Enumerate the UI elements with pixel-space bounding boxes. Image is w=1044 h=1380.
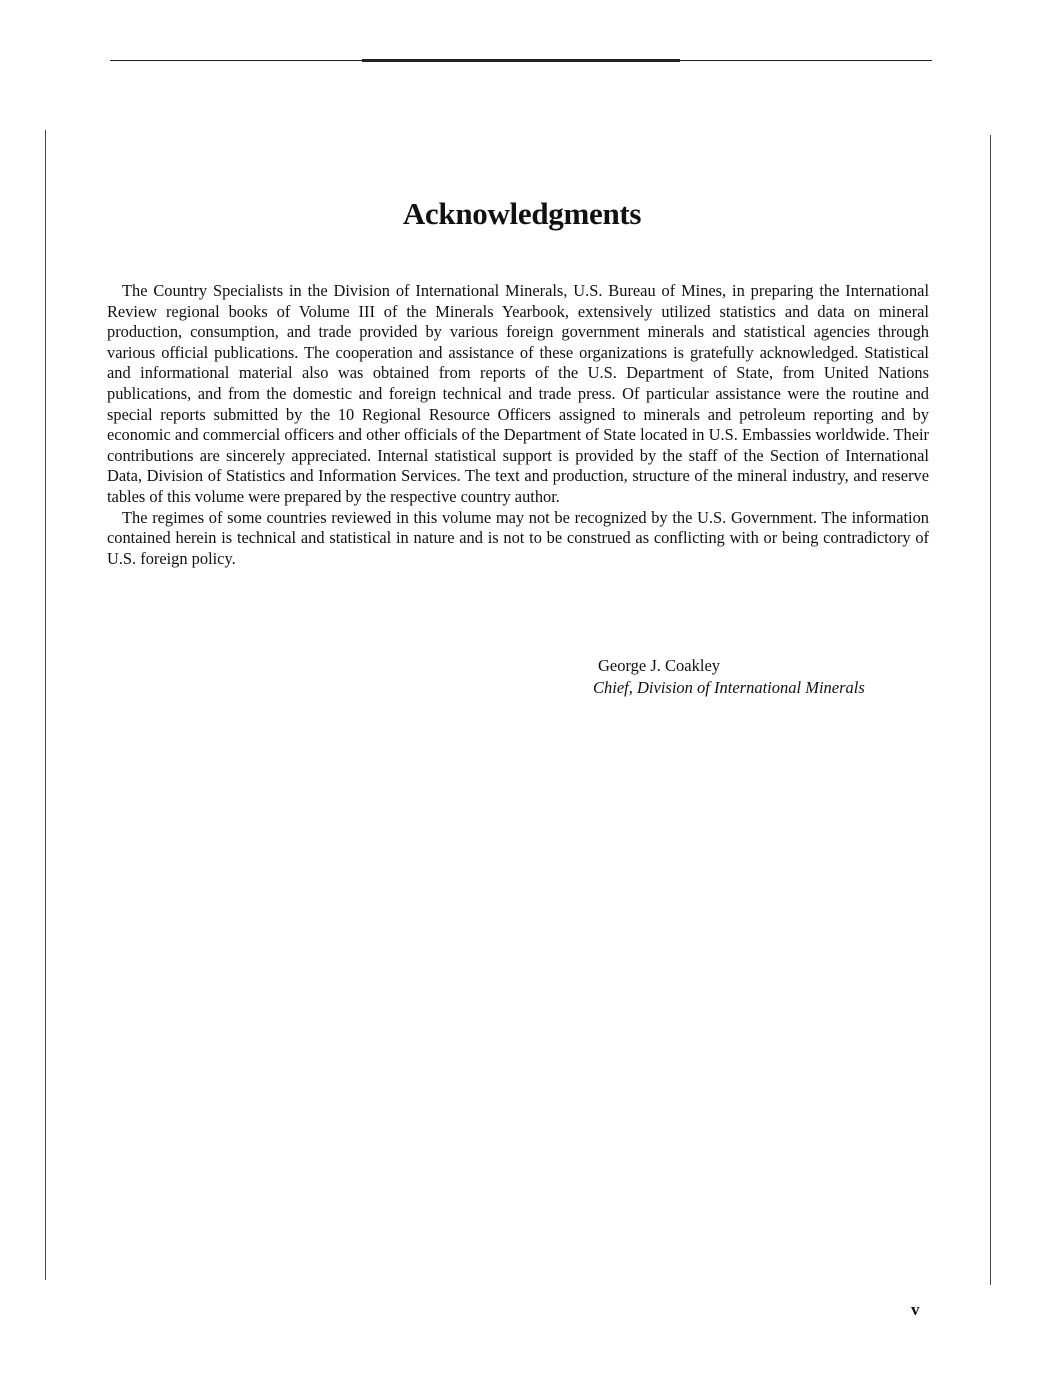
signatory-position: Chief, Division of International Minerals [593,678,865,697]
signature-block [593,655,865,699]
scan-edge-left [45,130,46,1280]
page-title: Acknowledgments [402,196,642,231]
acknowledgments-body [107,281,929,569]
paragraph-1: The Country Specialists in the Division of International Minerals, U.S. Bureau of Mines, in preparing the International Review regional books of Volume III of the Minerals Yearbook, extensively utilized statistics and data on mineral production, consumption, and trade provided by various foreign government minerals and statistical agencies through various official publications. The cooperation and assistance of these organizations is gratefully acknowledged. Statistical and informational material also was obtained from reports of the U.S. Department of State, from United Nations publications, and from the domestic and foreign technical and trade press. Of particular assistance were the routine and special reports submitted by the 10 Regional Resource Officers assigned to minerals and petroleum reporting and by economic and commercial officers and other officials of the Department of State located in U.S. Embassies worldwide. Their contributions are sincerely appreciated. Internal statistical support is provided by the staff of the Section of International Data, Division of Statistics and Information Services. The text and production, structure of the mineral industry, and reserve tables of this volume were prepared by the respective country author. [107,281,929,506]
paragraph-2: The regimes of some countries reviewed in this volume may not be recognized by the U.S. Government. The information contained herein is technical and statistical in nature and is not to be construed as conflicting with or being contradictory of U.S. foreign policy. [107,507,929,568]
signatory-name: George J. Coakley [598,656,721,675]
page-number: v [911,1300,920,1319]
top-rule-accent [362,59,680,62]
scan-edge-right [990,135,991,1285]
